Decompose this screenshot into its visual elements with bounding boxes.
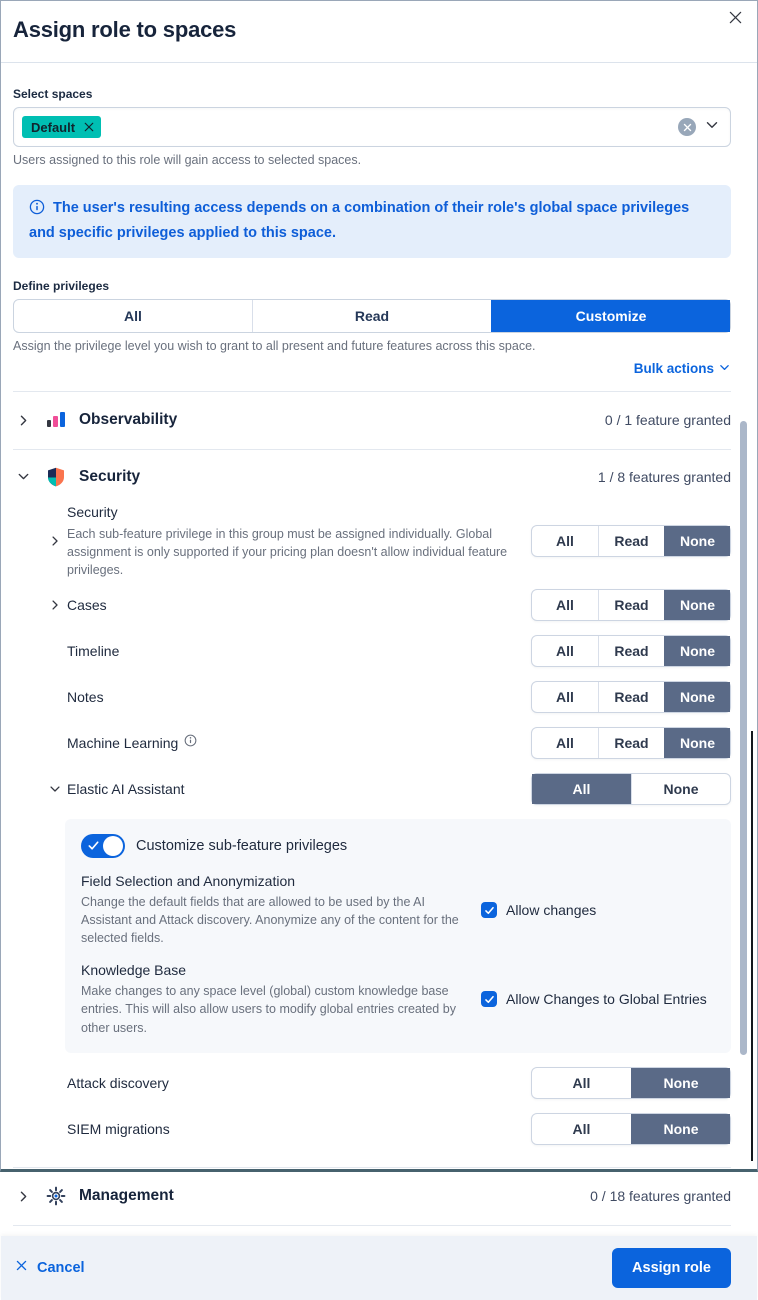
timeline-privilege-group bbox=[531, 635, 731, 667]
option-read[interactable]: Read bbox=[598, 526, 664, 556]
checkbox-checked-icon[interactable] bbox=[481, 991, 497, 1007]
category-row-management[interactable] bbox=[1, 1168, 757, 1225]
option-all[interactable]: All bbox=[556, 688, 574, 705]
feature-description: Each sub-feature privilege in this group must be assigned individually. Global assignment is only supported if your pricing plan doesn't allow individual feature privileges. bbox=[67, 526, 508, 577]
checkbox-label: Allow changes bbox=[506, 902, 597, 919]
feature-label: Timeline bbox=[67, 642, 120, 659]
subfeature-description: Change the default fields that are allowed to be used by the AI Assistant and Attack discovery. Anonymize any of the content for the selected fields. bbox=[81, 894, 459, 946]
category-row-observability[interactable] bbox=[1, 392, 757, 449]
option-read[interactable]: Read bbox=[598, 728, 664, 758]
inner-scrollbar-thumb[interactable] bbox=[740, 421, 747, 1055]
sub-feature-panel bbox=[65, 819, 731, 1053]
checkbox-checked-icon[interactable] bbox=[481, 902, 497, 918]
management-chevron-right-icon[interactable] bbox=[13, 1186, 33, 1206]
combobox-chevron-down-icon[interactable] bbox=[704, 117, 720, 138]
customize-subfeatures-toggle[interactable] bbox=[81, 834, 125, 858]
define-privileges-help: Assign the privilege level you wish to grant to all present and future features across this space. bbox=[13, 338, 536, 353]
observability-title: Observability bbox=[79, 411, 178, 428]
space-tag-default[interactable] bbox=[22, 116, 101, 138]
option-none[interactable]: None bbox=[631, 774, 730, 804]
spaces-combobox[interactable] bbox=[13, 107, 731, 147]
cases-chevron-right-icon[interactable] bbox=[45, 595, 65, 615]
customize-subfeatures-label: Customize sub-feature privileges bbox=[136, 837, 348, 854]
feature-label: Security bbox=[67, 503, 118, 520]
allow-changes-checkbox-row[interactable] bbox=[481, 902, 596, 918]
option-all[interactable]: All bbox=[556, 734, 574, 751]
outer-scrollbar-thumb[interactable] bbox=[751, 731, 753, 1161]
option-none[interactable]: None bbox=[664, 526, 730, 556]
feature-row-cases bbox=[13, 585, 731, 625]
cancel-label: Cancel bbox=[37, 1259, 85, 1276]
subfeature-title: Knowledge Base bbox=[81, 962, 187, 979]
subfeature-knowledge-base bbox=[81, 962, 715, 1036]
feature-label: Cases bbox=[67, 596, 107, 613]
feature-row-timeline bbox=[13, 631, 731, 671]
observability-chevron-right-icon[interactable] bbox=[13, 410, 33, 430]
option-all[interactable]: All bbox=[572, 1074, 591, 1091]
callout-text: The user's resulting access depends on a combination of their role's global space privileges and specific privileges applied to this space. bbox=[29, 200, 690, 241]
management-title: Management bbox=[79, 1187, 174, 1205]
cases-privilege-group bbox=[531, 589, 731, 621]
checkbox-label: Allow Changes to Global Entries bbox=[506, 991, 707, 1008]
privilege-option-all[interactable]: All bbox=[124, 307, 142, 324]
machine-learning-privilege-group bbox=[531, 727, 731, 759]
feature-label: Attack discovery bbox=[67, 1074, 169, 1091]
option-all[interactable]: All bbox=[556, 533, 574, 550]
ai-assistant-chevron-down-icon[interactable] bbox=[45, 779, 65, 799]
observability-logo-icon bbox=[46, 410, 66, 430]
notes-privilege-group bbox=[531, 681, 731, 713]
cancel-button[interactable] bbox=[15, 1259, 85, 1276]
feature-label: Notes bbox=[67, 688, 104, 705]
subfeature-title: Field Selection and Anonymization bbox=[81, 872, 296, 889]
feature-label: SIEM migrations bbox=[67, 1120, 170, 1137]
category-row-security[interactable] bbox=[1, 450, 757, 504]
security-chevron-down-icon[interactable] bbox=[13, 467, 33, 487]
bulk-actions-link[interactable] bbox=[634, 361, 731, 377]
option-none[interactable]: None bbox=[664, 728, 730, 758]
subfeature-description: Make changes to any space level (global) custom knowledge base entries. This will also allow users to modify global entries created by other users. bbox=[81, 984, 456, 1035]
security-group-chevron-right-icon[interactable] bbox=[45, 531, 65, 551]
siem-migrations-privilege-group bbox=[531, 1113, 731, 1145]
security-feature-list bbox=[1, 504, 757, 1159]
ai-assistant-privilege-group bbox=[531, 773, 731, 805]
option-none[interactable]: None bbox=[631, 1068, 730, 1098]
clear-selection-icon[interactable] bbox=[678, 118, 696, 136]
close-button[interactable] bbox=[723, 7, 747, 31]
modal-title: Assign role to spaces bbox=[13, 17, 237, 42]
feature-row-machine-learning bbox=[13, 723, 731, 763]
info-icon bbox=[29, 199, 45, 223]
feature-row-elastic-ai-assistant bbox=[13, 769, 731, 809]
machine-learning-info-icon[interactable] bbox=[184, 734, 197, 752]
option-all[interactable]: All bbox=[556, 596, 574, 613]
privilege-option-read[interactable]: Read bbox=[252, 300, 491, 332]
feature-row-security bbox=[13, 504, 731, 579]
option-none[interactable]: None bbox=[664, 682, 730, 712]
toggle-knob bbox=[103, 836, 123, 856]
bulk-actions-label: Bulk actions bbox=[633, 361, 714, 376]
option-read[interactable]: Read bbox=[598, 590, 664, 620]
option-none[interactable]: None bbox=[664, 636, 730, 666]
remove-tag-icon[interactable] bbox=[81, 119, 97, 135]
toggle-check-icon bbox=[87, 839, 100, 857]
option-all[interactable]: All bbox=[556, 642, 574, 659]
cancel-x-icon bbox=[15, 1259, 28, 1276]
security-privilege-group bbox=[531, 525, 731, 557]
privilege-option-customize[interactable]: Customize bbox=[491, 300, 730, 332]
space-tag-label: Default bbox=[31, 119, 76, 135]
define-privileges-label: Define privileges bbox=[13, 278, 110, 293]
allow-global-entries-checkbox-row[interactable] bbox=[481, 991, 707, 1007]
modal-header bbox=[1, 1, 757, 63]
feature-label: Elastic AI Assistant bbox=[67, 780, 185, 797]
option-none[interactable]: None bbox=[664, 590, 730, 620]
attack-discovery-privilege-group bbox=[531, 1067, 731, 1099]
option-all[interactable]: All bbox=[532, 774, 631, 804]
observability-granted-count: 0 / 1 feature granted bbox=[604, 412, 731, 428]
option-read[interactable]: Read bbox=[598, 682, 664, 712]
security-granted-count: 1 / 8 features granted bbox=[597, 468, 731, 485]
option-all[interactable]: All bbox=[572, 1120, 591, 1137]
security-title: Security bbox=[79, 467, 141, 485]
subfeature-field-selection bbox=[81, 873, 715, 947]
option-none[interactable]: None bbox=[631, 1114, 730, 1144]
select-spaces-label: Select spaces bbox=[13, 87, 93, 101]
feature-row-siem-migrations bbox=[13, 1109, 731, 1149]
security-logo-icon bbox=[46, 467, 66, 487]
feature-row-notes bbox=[13, 677, 731, 717]
privilege-level-button-group bbox=[13, 299, 731, 333]
info-callout bbox=[13, 185, 731, 258]
option-read[interactable]: Read bbox=[598, 636, 664, 666]
bulk-actions-chevron-down-icon bbox=[718, 361, 731, 377]
assign-role-button[interactable]: Assign role bbox=[612, 1248, 731, 1288]
modal-footer bbox=[1, 1236, 757, 1300]
divider bbox=[13, 1225, 731, 1226]
select-spaces-help: Users assigned to this role will gain access to selected spaces. bbox=[13, 153, 362, 167]
management-granted-count: 0 / 18 features granted bbox=[590, 1188, 731, 1205]
feature-label: Machine Learning bbox=[67, 734, 179, 751]
close-icon bbox=[728, 10, 743, 28]
management-gear-icon bbox=[46, 1186, 66, 1206]
feature-row-attack-discovery bbox=[13, 1063, 731, 1103]
